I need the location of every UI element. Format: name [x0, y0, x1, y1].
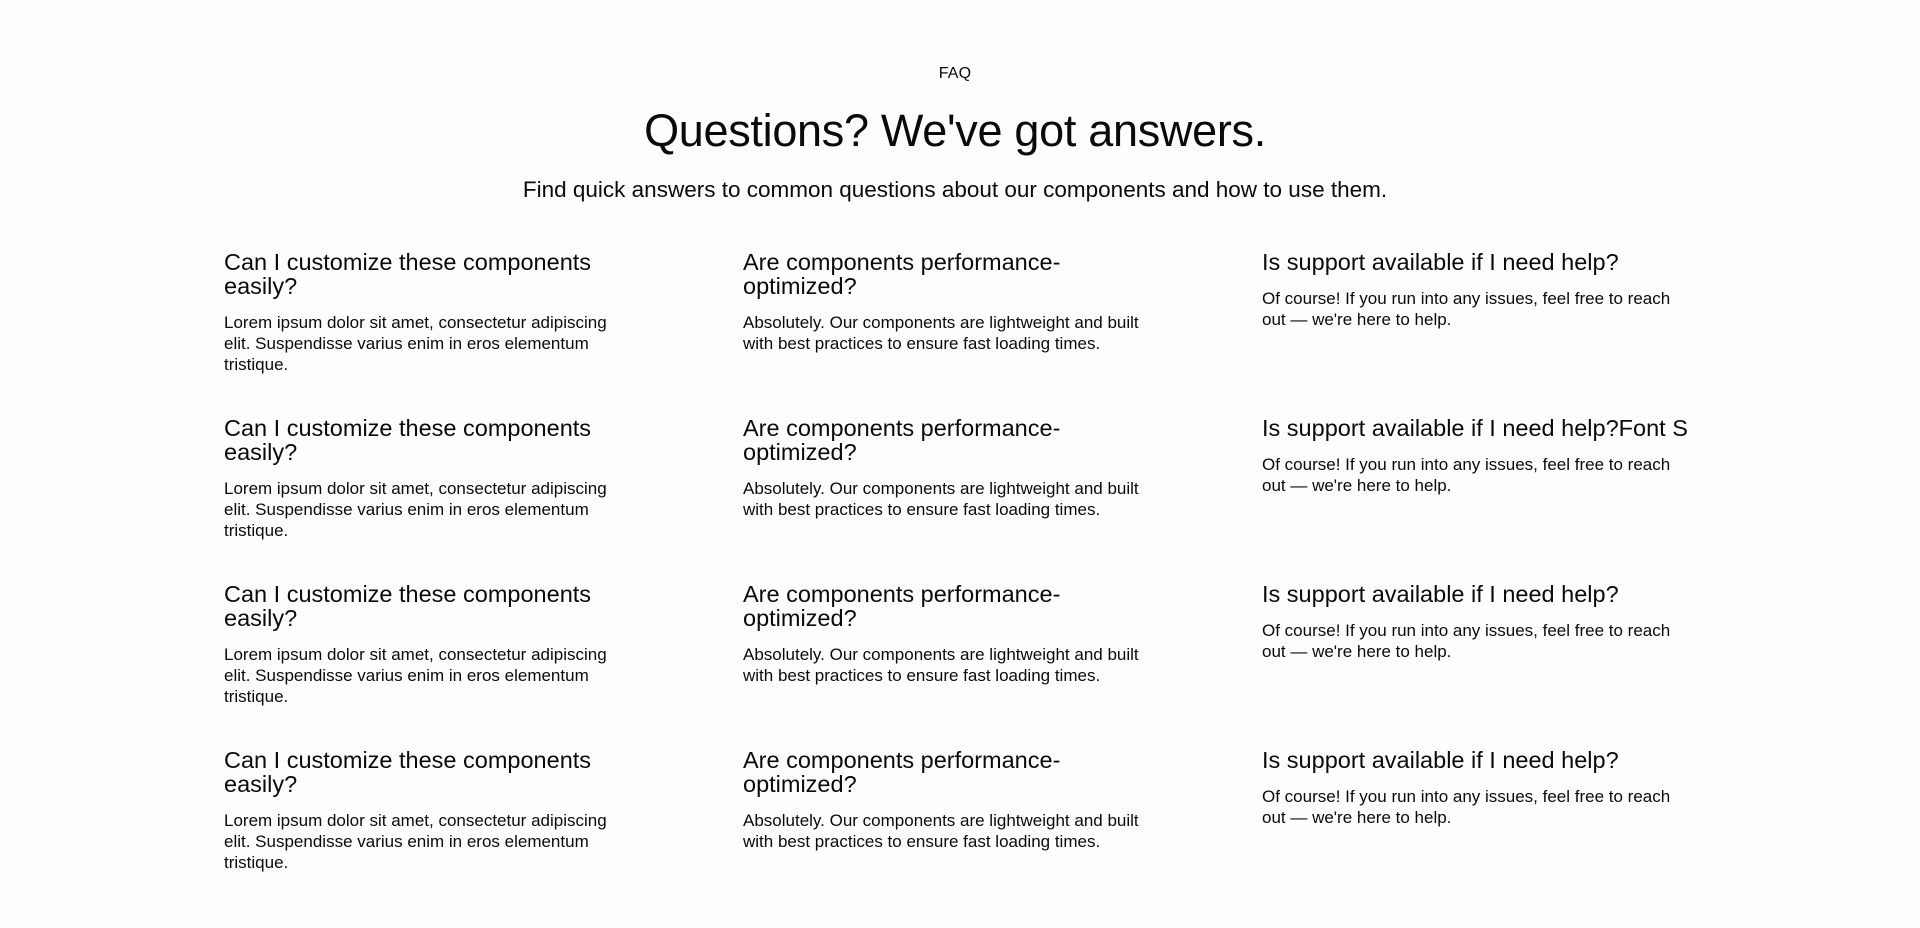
faq-item: [743, 416, 1153, 582]
faq-answer: Absolutely. Our components are lightweight and built with best practices to ensure fast loading times.: [743, 479, 1139, 519]
faq-question: Are components performance-optimized?: [743, 415, 1061, 465]
faq-item: [224, 748, 634, 914]
faq-answer: Absolutely. Our components are lightweight and built with best practices to ensure fast loading times.: [743, 313, 1139, 353]
faq-question: Are components performance-optimized?: [743, 581, 1061, 631]
faq-question: Is support available if I need help?Font S: [1262, 415, 1688, 441]
page-subtitle: Find quick answers to common questions about our components and how to use them.: [522, 177, 1388, 202]
faq-item: [224, 582, 634, 748]
faq-question: Can I customize these components easily?: [224, 581, 592, 631]
page-title: Questions? We've got answers.: [644, 105, 1266, 156]
faq-question: Is support available if I need help?: [1262, 581, 1619, 607]
faq-grid: [224, 249, 1688, 914]
faq-item: [1262, 415, 1688, 582]
faq-eyebrow: FAQ: [938, 65, 972, 82]
faq-question: Can I customize these components easily?: [224, 747, 592, 797]
faq-answer: Of course! If you run into any issues, feel free to reach out — we're here to help.: [1262, 455, 1671, 495]
faq-answer: Lorem ipsum dolor sit amet, consectetur adipiscing elit. Suspendisse varius enim in eros elementum tristique.: [224, 479, 607, 540]
faq-item: [224, 416, 634, 582]
faq-answer: Of course! If you run into any issues, feel free to reach out — we're here to help.: [1262, 787, 1671, 827]
faq-answer: Of course! If you run into any issues, feel free to reach out — we're here to help.: [1262, 289, 1671, 329]
faq-item: [224, 250, 634, 416]
faq-item: [743, 250, 1153, 416]
faq-question: Is support available if I need help?: [1262, 747, 1619, 773]
faq-item: [743, 582, 1153, 748]
faq-answer: Absolutely. Our components are lightweight and built with best practices to ensure fast loading times.: [743, 645, 1139, 685]
faq-question: Are components performance-optimized?: [743, 249, 1061, 299]
faq-question: Is support available if I need help?: [1262, 249, 1619, 275]
faq-item: [1262, 582, 1672, 748]
faq-answer: Lorem ipsum dolor sit amet, consectetur adipiscing elit. Suspendisse varius enim in eros elementum tristique.: [224, 645, 607, 706]
faq-question: Can I customize these components easily?: [224, 249, 592, 299]
faq-answer: Of course! If you run into any issues, feel free to reach out — we're here to help.: [1262, 621, 1671, 661]
faq-question: Can I customize these components easily?: [224, 415, 592, 465]
faq-item: [743, 748, 1153, 914]
faq-item: [1262, 748, 1672, 914]
faq-answer: Lorem ipsum dolor sit amet, consectetur adipiscing elit. Suspendisse varius enim in eros elementum tristique.: [224, 313, 607, 374]
faq-answer: Lorem ipsum dolor sit amet, consectetur adipiscing elit. Suspendisse varius enim in eros elementum tristique.: [224, 811, 607, 872]
faq-answer: Absolutely. Our components are lightweight and built with best practices to ensure fast loading times.: [743, 811, 1139, 851]
faq-item: [1262, 250, 1672, 416]
faq-question: Are components performance-optimized?: [743, 747, 1061, 797]
